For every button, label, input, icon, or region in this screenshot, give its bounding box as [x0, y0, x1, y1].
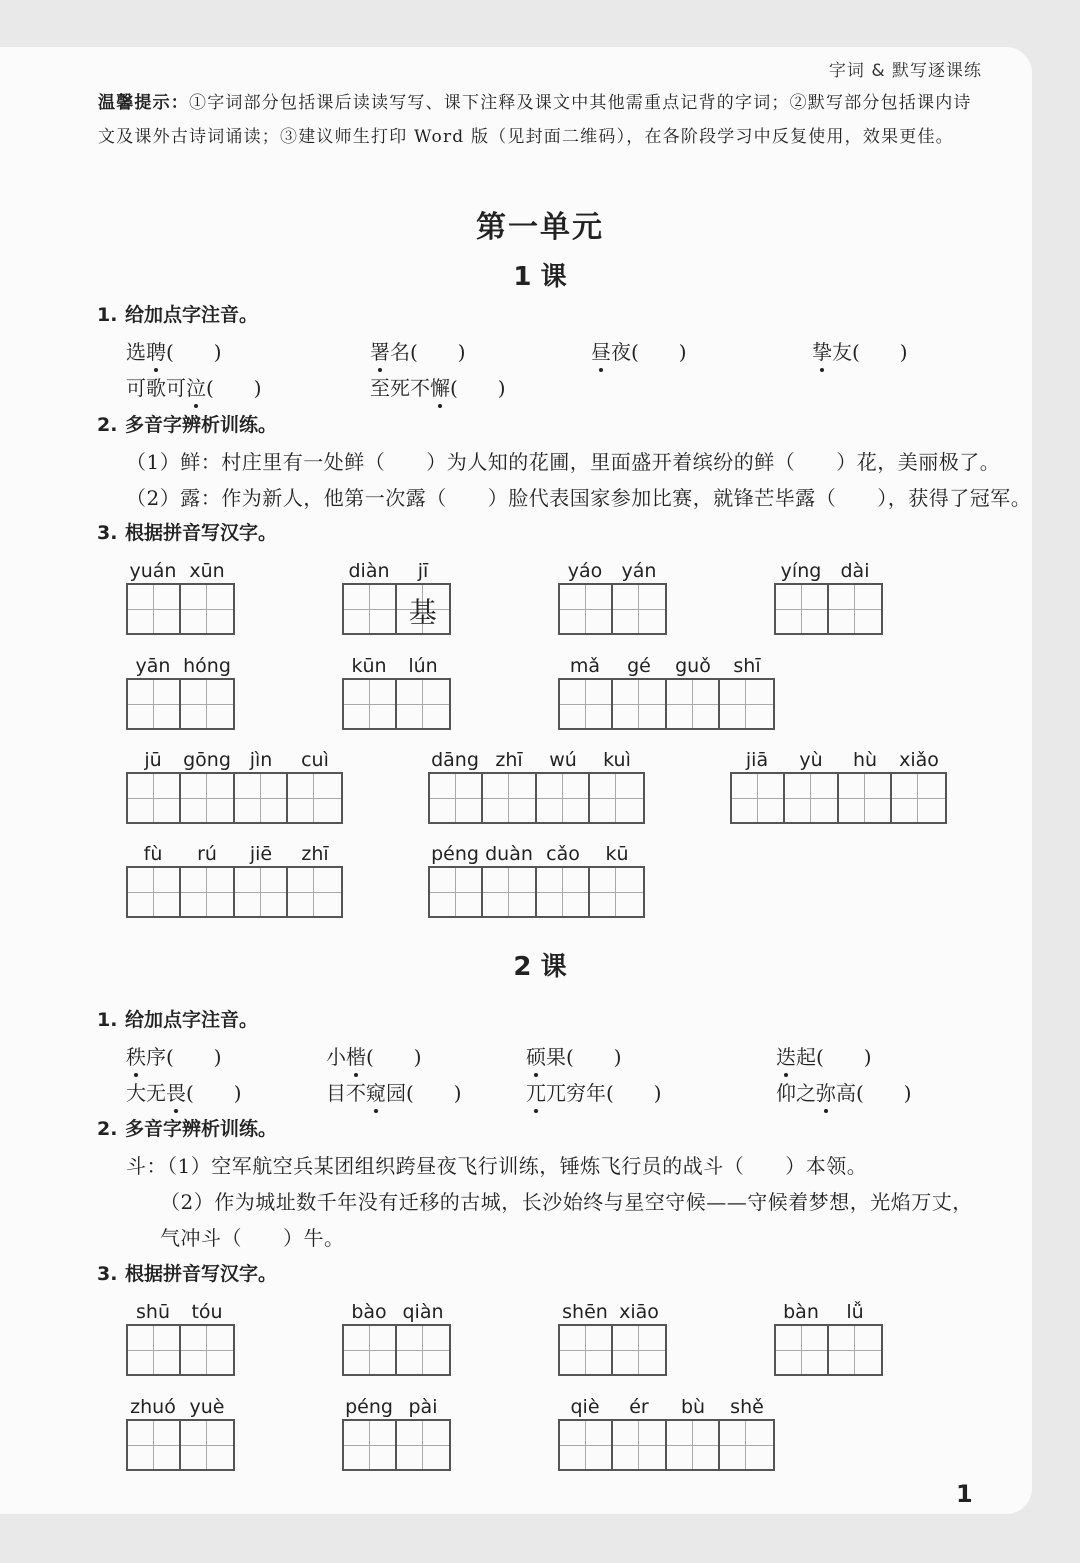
- l1-q2-line-1: （1）鲜：村庄里有一处鲜（ ）为人知的花圃，里面盛开着缤纷的鲜（ ）花，美丽极了。: [126, 450, 1001, 474]
- writing-grid[interactable]: [126, 1324, 235, 1376]
- writing-grid[interactable]: [342, 583, 451, 635]
- tip-text: ①字词部分包括课后读读写写、课下注释及课文中其他需重点记背的字词；②默写部分包括课内诗文及课外古诗词诵读；③建议师生打印 Word 版（见封面二维码），在各阶段学习中反复使用，效果更佳。: [98, 93, 972, 147]
- page-number: 1: [956, 1480, 973, 1508]
- writing-grid[interactable]: [126, 866, 343, 918]
- writing-grid[interactable]: [342, 678, 451, 730]
- l1-word-5: 可歌可泣( ): [126, 372, 262, 401]
- l2-q2-line-1: 斗：（1）空军航空兵某团组织跨昼夜飞行训练，锤炼飞行员的战斗（ ）本领。: [126, 1154, 868, 1178]
- unit-title: 第一单元: [476, 210, 604, 245]
- l1-word-3: 昼夜( ): [591, 336, 687, 365]
- l2-word-8: 仰之弥高( ): [776, 1077, 912, 1106]
- lesson2-q2-heading: 2. 多音字辨析训练。: [97, 1118, 278, 1140]
- lesson2-title: 2 课: [513, 952, 567, 982]
- writing-grid[interactable]: [558, 583, 667, 635]
- writing-grid[interactable]: [428, 772, 645, 824]
- writing-grid[interactable]: [126, 1419, 235, 1471]
- l1-word-6: 至死不懈( ): [370, 372, 506, 401]
- writing-grid[interactable]: [126, 583, 235, 635]
- lesson1-q3-heading: 3. 根据拼音写汉字。: [97, 522, 278, 544]
- writing-grid[interactable]: [342, 1324, 451, 1376]
- writing-grid[interactable]: [774, 1324, 883, 1376]
- writing-grid[interactable]: [428, 866, 645, 918]
- lesson2-q3-heading: 3. 根据拼音写汉字。: [97, 1263, 278, 1285]
- writing-grid[interactable]: [558, 1419, 775, 1471]
- lesson2-q1-heading: 1. 给加点字注音。: [97, 1009, 259, 1031]
- l1-word-4: 挚友( ): [812, 336, 908, 365]
- writing-grid[interactable]: [774, 583, 883, 635]
- l2-word-4: 迭起( ): [776, 1041, 872, 1070]
- l1-q2-line-2: （2）露：作为新人，他第一次露（ ）脸代表国家参加比赛，就锋芒毕露（ ），获得了冠军。: [126, 486, 1032, 510]
- l2-word-1: 秩序( ): [126, 1041, 222, 1070]
- l2-word-5: 大无畏( ): [126, 1077, 242, 1106]
- l1-word-1: 选聘( ): [126, 336, 222, 365]
- l2-word-7: 兀兀穷年( ): [526, 1077, 662, 1106]
- writing-grid[interactable]: [126, 772, 343, 824]
- tip-label: 温馨提示：: [98, 93, 189, 113]
- writing-grid[interactable]: [342, 1419, 451, 1471]
- l2-word-6: 目不窥园( ): [326, 1077, 462, 1106]
- tip-paragraph: [98, 86, 986, 154]
- lesson1-q1-heading: [97, 300, 258, 327]
- question-number: 1.: [97, 304, 118, 326]
- lesson1-q2-heading: 2. 多音字辨析训练。: [97, 414, 278, 436]
- example-answer-char: 基: [408, 596, 437, 629]
- running-header: 字词 & 默写逐课练: [828, 61, 982, 81]
- l2-word-3: 硕果( ): [526, 1041, 622, 1070]
- writing-grid[interactable]: [558, 678, 775, 730]
- l1-word-2: 署名( ): [370, 336, 466, 365]
- l2-q2-line-2: （2）作为城址数千年没有迁移的古城，长沙始终与星空守候——守候着梦想，光焰万丈，: [160, 1190, 973, 1214]
- l2-q2-line-3: 气冲斗（ ）牛。: [160, 1226, 345, 1250]
- l2-word-2: 小楷( ): [326, 1041, 422, 1070]
- lesson1-title: 1 课: [513, 262, 567, 292]
- writing-grid[interactable]: [730, 772, 947, 824]
- writing-grid[interactable]: [126, 678, 235, 730]
- writing-grid[interactable]: [558, 1324, 667, 1376]
- question-label: 给加点字注音。: [125, 304, 259, 326]
